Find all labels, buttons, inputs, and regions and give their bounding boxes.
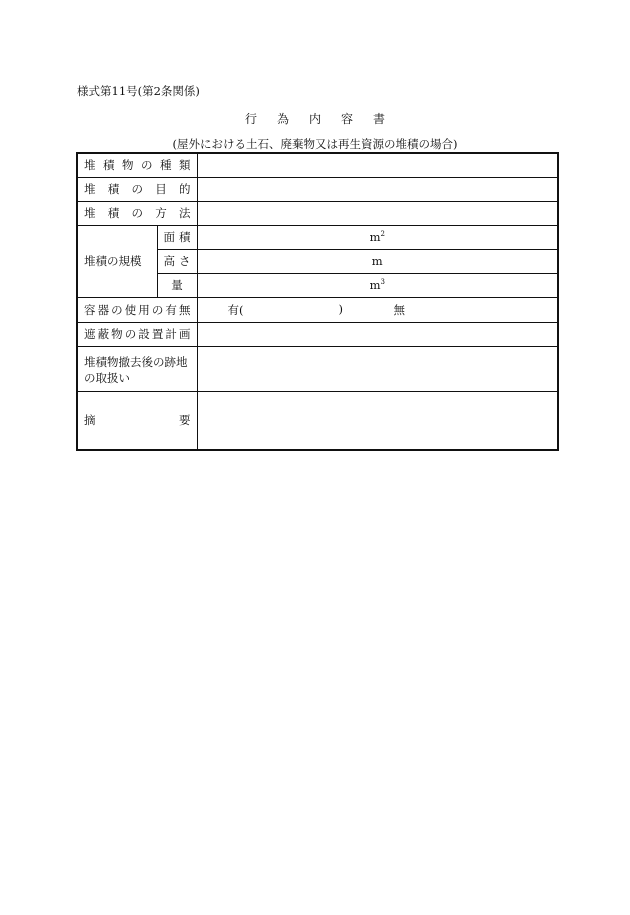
- aftercare-label: 堆積物撤去後の跡地の取扱い: [77, 346, 197, 391]
- volume-value[interactable]: [197, 273, 558, 297]
- row-aftercare: [77, 346, 558, 391]
- area-value[interactable]: [197, 225, 558, 249]
- method-value[interactable]: [197, 201, 558, 225]
- volume-unit: $m^3$: [369, 278, 385, 292]
- shield-label: 遮蔽物の設置計画: [77, 322, 197, 346]
- container-yes[interactable]: 有(: [227, 302, 244, 317]
- remarks-label: 摘要: [77, 391, 197, 450]
- document-title: 行為内容書: [244, 112, 405, 126]
- height-label: 高さ: [157, 249, 197, 273]
- row-shield: [77, 322, 558, 346]
- method-label: 堆積の方法: [77, 201, 197, 225]
- remarks-value[interactable]: [197, 391, 558, 450]
- container-value[interactable]: [197, 297, 558, 322]
- scale-label: 堆積の規模: [77, 225, 157, 297]
- purpose-value[interactable]: [197, 177, 558, 201]
- type-value[interactable]: [197, 153, 558, 177]
- height-unit: m: [371, 254, 383, 268]
- row-type: [77, 153, 558, 177]
- row-remarks: [77, 391, 558, 450]
- row-method: [77, 201, 558, 225]
- container-no[interactable]: 無: [393, 302, 405, 317]
- area-label: 面積: [157, 225, 197, 249]
- row-area: [77, 225, 558, 249]
- conduct-content-table: [76, 152, 559, 451]
- aftercare-value[interactable]: [197, 346, 558, 391]
- form-number: 様式第11号(第2条関係): [77, 84, 200, 98]
- height-value[interactable]: [197, 249, 558, 273]
- type-label: 堆積物の種類: [77, 153, 197, 177]
- area-unit: $m^2$: [369, 230, 385, 244]
- shield-value[interactable]: [197, 322, 558, 346]
- purpose-label: 堆積の目的: [77, 177, 197, 201]
- row-container: [77, 297, 558, 322]
- container-label: 容器の使用の有無: [77, 297, 197, 322]
- container-paren-close: ): [338, 301, 343, 316]
- volume-label: 量: [157, 273, 197, 297]
- document-subtitle: (屋外における土石、廃棄物又は再生資源の堆積の場合): [172, 137, 458, 151]
- row-purpose: [77, 177, 558, 201]
